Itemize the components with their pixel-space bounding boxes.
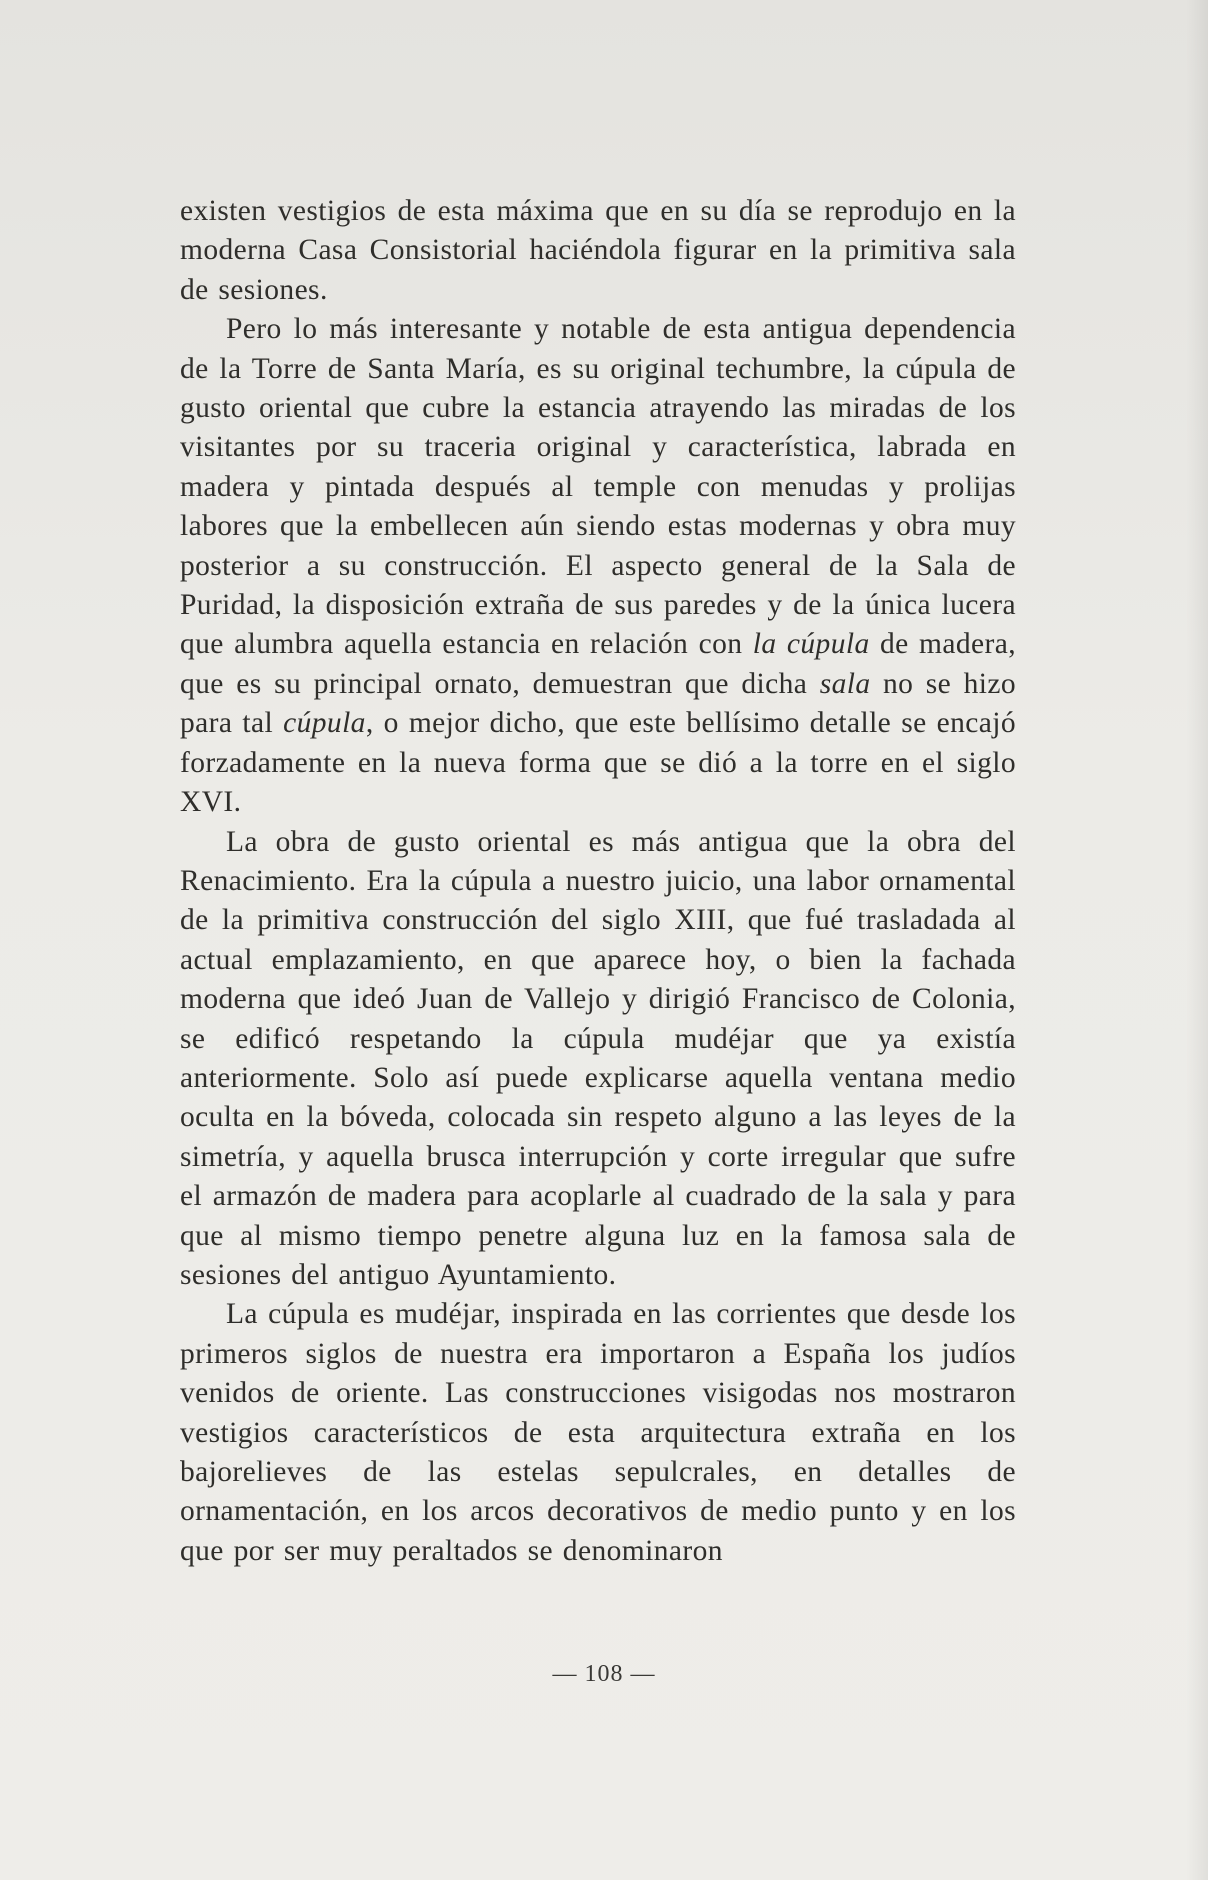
paragraph-obra-oriental: La obra de gusto oriental es más antigua que la obra del Renacimiento. Era la cúpula a nuestro juicio, una labor ornamental de la primitiva construcción del siglo XIII, que fué trasladada al actual emplazamiento, en que aparece hoy, o bien la fachada moderna que ideó Juan de Vallejo y dirigió Francisco de Colonia, se edificó respetando la cúpula mudéjar que ya existía anteriormente. Solo así puede explicarse aquella ventana medio oculta en la bóveda, colocada sin respeto alguno a las leyes de la simetría, y aquella brusca interrupción y corte irregular que sufre el armazón de madera para acoplarle al cuadrado de la sala y para que al mismo tiempo penetre alguna luz en la famosa sala de sesiones del antiguo Ayuntamiento.	[180, 825, 1016, 1291]
page-edge-shadow	[1186, 0, 1208, 1880]
paragraph-cupula-techumbre	[180, 310, 1016, 822]
paragraph-text: Pero lo más interesante y notable de esta antigua dependencia de la Torre de Santa María, es su original techumbre, la cúpula de gusto oriental que cubre la estancia atrayendo las miradas de los visitantes por su traceria original y característica, labrada en madera y pintada después al temple con menudas y prolijas labores que la embellecen aún siendo estas modernas y obra muy posterior a su construcción. El aspecto general de la Sala de Puridad, la disposición extraña de sus paredes y de la única lucera que alumbra aquella estancia en relación con	[180, 313, 1016, 661]
page-number: — 108 —	[552, 1661, 656, 1687]
paragraph-text: no se hizo para tal	[180, 667, 1016, 740]
paragraph-text: , o mejor dicho, que este bellísimo detalle se encajó forzadamente en la nueva forma que se dió a la torre en el siglo XVI.	[180, 707, 1016, 819]
paragraph-text: de madera, que es su principal ornato, demuestran que dicha	[180, 628, 1016, 700]
italic-term: sala	[819, 667, 871, 700]
paragraph-continued: existen vestigios de esta máxima que en su día se reprodujo en la moderna Casa Consistorial haciéndola figurar en la primitiva sala de sesiones.	[180, 195, 1016, 306]
body-text	[180, 192, 1016, 1571]
paragraph-cupula-mudejar: La cúpula es mudéjar, inspirada en las corrientes que desde los primeros siglos de nuestra era importaron a España los judíos venidos de oriente. Las construcciones visigodas nos mostraron vestigios característicos de esta arquitectura extraña en los bajorelieves de las estelas sepulcrales, en detalles de ornamentación, en los arcos decorativos de medio punto y en los que por ser muy peraltados se denominaron	[180, 1298, 1016, 1567]
italic-term: la cúpula	[752, 628, 870, 661]
italic-term: cúpula	[283, 707, 366, 740]
